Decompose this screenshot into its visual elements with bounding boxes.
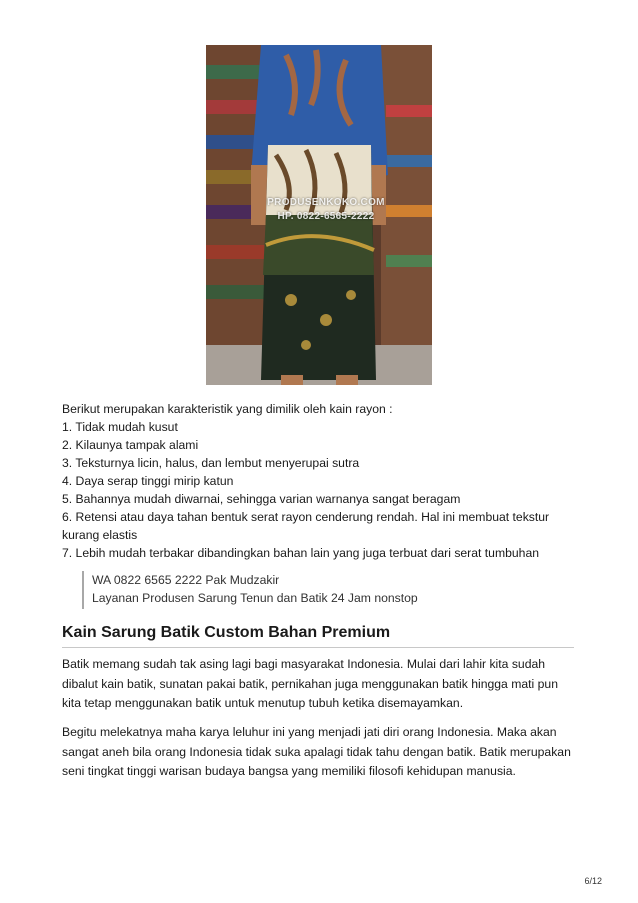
list-item: 3. Teksturnya licin, halus, dan lembut menyerupai sutra [62,456,360,470]
product-photo [206,45,432,385]
contact-blockquote [82,571,418,609]
contact-line: WA 0822 6565 2222 Pak Mudzakir [92,573,280,587]
page-number: 6/12 [584,876,602,886]
intro-text: Berikut merupakan karakteristik yang dimilik oleh kain rayon : [62,402,393,416]
service-line: Layanan Produsen Sarung Tenun dan Batik 24 Jam nonstop [92,591,418,605]
watermark-phone: HP. 0822-6565-2222 [277,211,375,222]
paragraph: Batik memang sudah tak asing lagi bagi masyarakat Indonesia. Mulai dari lahir kita sudah dibalut kain batik, sunatan pakai batik, pernikahan juga menggunakan batik hingga mati pun kita tetap menggunakan batik untuk menutup tubuh ketika disemayamkan. [62,657,558,710]
characteristics-list [62,418,582,562]
list-item: 5. Bahannya mudah diwarnai, sehingga varian warnanya sangat beragam [62,492,461,506]
list-item: 7. Lebih mudah terbakar dibandingkan bahan lain yang juga terbuat dari serat tumbuhan [62,546,540,560]
list-item: 6. Retensi atau daya tahan bentuk serat rayon cenderung rendah. Hal ini membuat tekstur kurang elastis [62,510,550,542]
section-heading: Kain Sarung Batik Custom Bahan Premium [62,624,574,648]
list-item: 2. Kilaunya tampak alami [62,438,199,452]
list-item: 4. Daya serap tinggi mirip katun [62,474,234,488]
paragraph: Begitu melekatnya maha karya leluhur ini yang menjadi jati diri orang Indonesia. Maka akan sangat aneh bila orang Indonesia tidak suka apalagi tidak tahu dengan batik. Batik merupakan seni tingkat tinggi warisan budaya bangsa yang memiliki filosofi kehidupan manusia. [62,725,571,778]
list-item: 1. Tidak mudah kusut [62,420,178,434]
watermark-site: PRODUSENKOKO.COM [267,197,385,208]
